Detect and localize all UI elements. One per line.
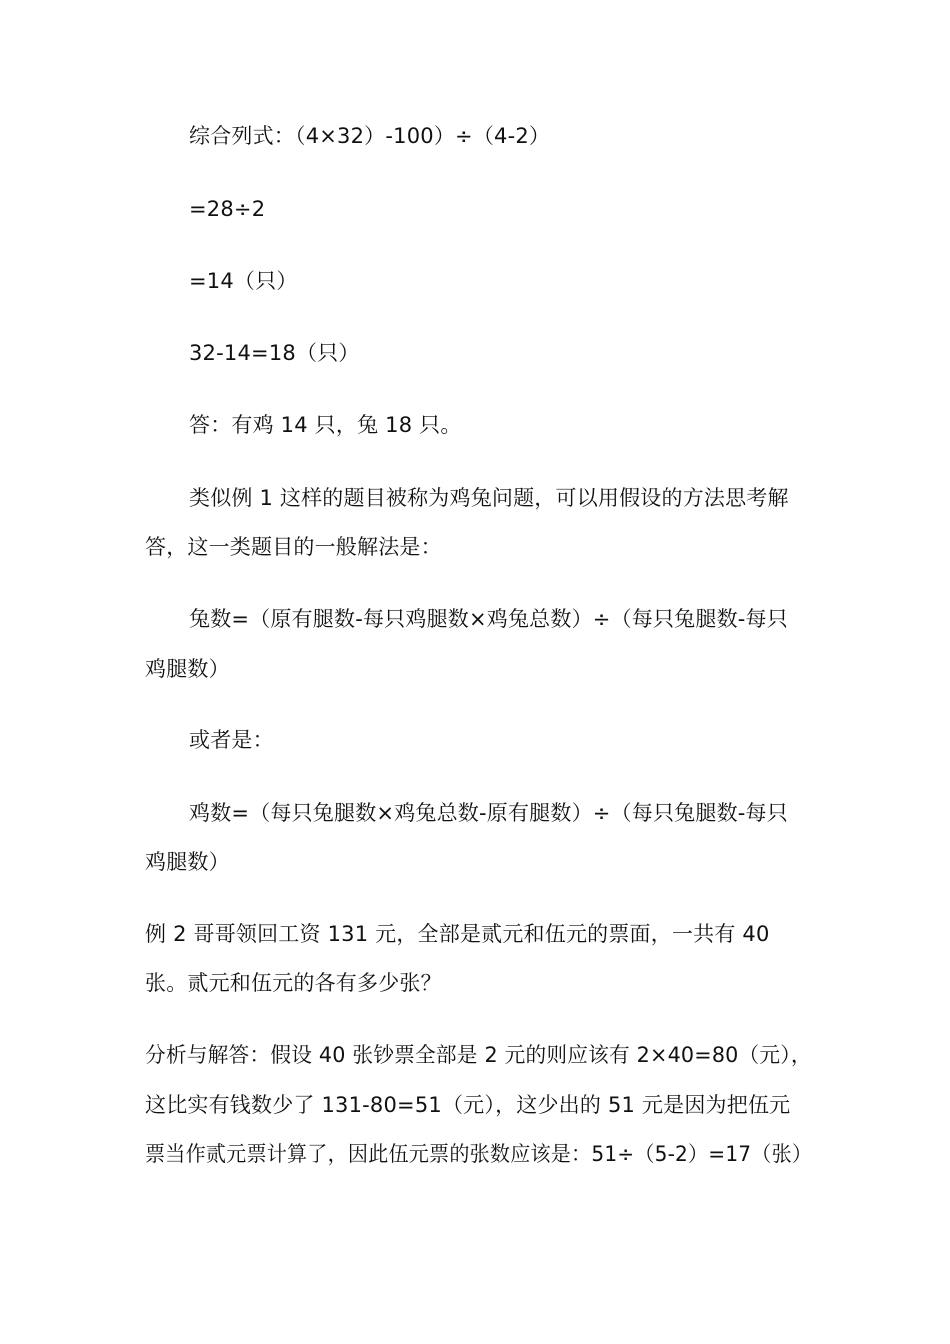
formula-step-3: 32-14=18（只）: [189, 341, 360, 365]
formula-combined: 综合列式：（4×32）-100）÷（4-2）: [189, 124, 551, 148]
formula-step-1: =28÷2: [189, 197, 266, 221]
analysis-line: 票当作贰元票计算了，因此伍元票的张数应该是：51÷（5-2）=17（张）: [145, 1142, 813, 1166]
formula-step-2: =14（只）: [189, 269, 298, 293]
paragraph-line: 类似例 1 这样的题目被称为鸡兔问题，可以用假设的方法思考解: [189, 486, 789, 510]
example-2-line: 张。贰元和伍元的各有多少张？: [145, 971, 442, 995]
rabbit-formula-line: 兔数=（原有腿数-每只鸡腿数×鸡兔总数）÷（每只兔腿数-每只: [189, 607, 788, 631]
chicken-formula-line: 鸡数=（每只兔腿数×鸡兔总数-原有腿数）÷（每只兔腿数-每只: [189, 801, 788, 825]
answer-line: 答：有鸡 14 只，兔 18 只。: [189, 413, 462, 437]
chicken-formula-line: 鸡腿数）: [145, 850, 230, 874]
rabbit-formula-line: 鸡腿数）: [145, 657, 230, 681]
analysis-line: 分析与解答：假设 40 张钞票全部是 2 元的则应该有 2×40=80（元），: [145, 1043, 812, 1067]
paragraph-line: 答，这一类题目的一般解法是：: [145, 535, 442, 559]
or-line: 或者是：: [189, 728, 274, 752]
analysis-line: 这比实有钱数少了 131-80=51（元），这少出的 51 元是因为把伍元: [145, 1093, 791, 1117]
example-2-line: 例 2 哥哥领回工资 131 元，全部是贰元和伍元的票面，一共有 40: [145, 922, 770, 946]
